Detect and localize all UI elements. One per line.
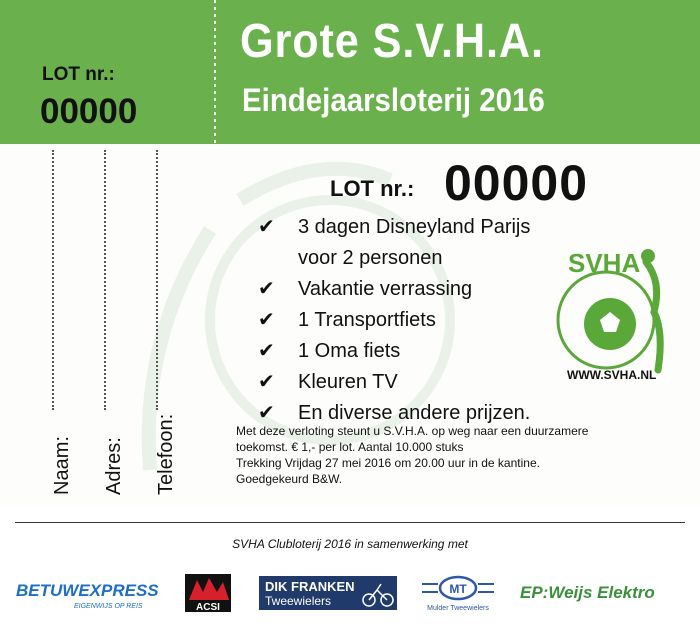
acsi-logo-icon [183, 572, 233, 614]
prize-item: ✔ 1 Transportfiets [258, 305, 530, 336]
svg-text:BETUWEXPRESS: BETUWEXPRESS [16, 581, 159, 600]
address-field-label: Adres: [103, 437, 125, 495]
address-dotted-line [104, 150, 106, 410]
logo-text: SVHA [568, 248, 641, 278]
website-url[interactable]: WWW.SVHA.NL [567, 368, 657, 382]
dik-franken-logo-icon [259, 572, 397, 614]
svg-text:Tweewielers: Tweewielers [265, 594, 332, 608]
prize-item-continuation: voor 2 personen [298, 247, 443, 269]
prize-item: ✔ Kleuren TV [258, 367, 530, 398]
prize-item: ✔ 1 Oma fiets [258, 336, 530, 367]
check-icon: ✔ [258, 309, 275, 331]
betuwexpress-logo-icon [14, 572, 166, 614]
name-dotted-line [52, 150, 54, 410]
mulder-tweewielers-logo-icon [418, 572, 498, 614]
svg-text:MT: MT [449, 582, 467, 596]
ticket-title: Grote S.V.H.A. [240, 15, 544, 68]
name-field-label: Naam: [51, 436, 73, 495]
prize-item: ✔ En diverse andere prijzen. [258, 398, 530, 429]
check-icon: ✔ [258, 402, 275, 424]
ticket-info: Met deze verloting steunt u S.V.H.A. op weg naar een duurzamere toekomst. € 1,- per lot. Aantal 10.000 stuks Trekking Vrijdag 27 mei 2016 om 20.00 uur in de kantine. Goedgekeurd B&W. [236, 424, 589, 486]
svg-text:ACSI: ACSI [196, 602, 220, 613]
ticket-subtitle: Eindejaarsloterij 2016 [242, 82, 545, 118]
perforation-line [214, 0, 216, 144]
stub-lot-label: LOT nr.: [42, 64, 115, 85]
check-icon: ✔ [258, 216, 275, 238]
phone-field[interactable] [140, 150, 177, 495]
prize-item: ✔ Vakantie verrassing [258, 274, 530, 305]
phone-dotted-line [156, 150, 158, 410]
stub-lot-number: 00000 [40, 92, 138, 131]
address-field[interactable] [88, 150, 125, 495]
svg-text:DIK FRANKEN: DIK FRANKEN [265, 579, 355, 594]
check-icon: ✔ [258, 371, 275, 393]
lot-number: 00000 [444, 155, 589, 211]
check-icon: ✔ [258, 278, 275, 300]
phone-field-label: Telefoon: [155, 413, 177, 495]
lot-label: LOT nr.: [330, 176, 415, 201]
prize-item: ✔ 3 dagen Disneyland Parijs [258, 212, 530, 243]
check-icon: ✔ [258, 340, 275, 362]
svha-logo-icon [538, 242, 688, 382]
ep-weijs-elektro-logo-icon [518, 572, 686, 614]
svg-text:EIGENWIJS OP REIS: EIGENWIJS OP REIS [74, 603, 143, 610]
name-field[interactable] [36, 150, 73, 495]
footer-divider [15, 522, 685, 523]
svg-text:EP:Weijs Elektro: EP:Weijs Elektro [520, 583, 655, 602]
sponsor-caption: SVHA Clubloterij 2016 in samenwerking met [232, 537, 468, 551]
svg-text:Mulder Tweewielers: Mulder Tweewielers [427, 605, 489, 612]
prize-list [258, 212, 530, 429]
